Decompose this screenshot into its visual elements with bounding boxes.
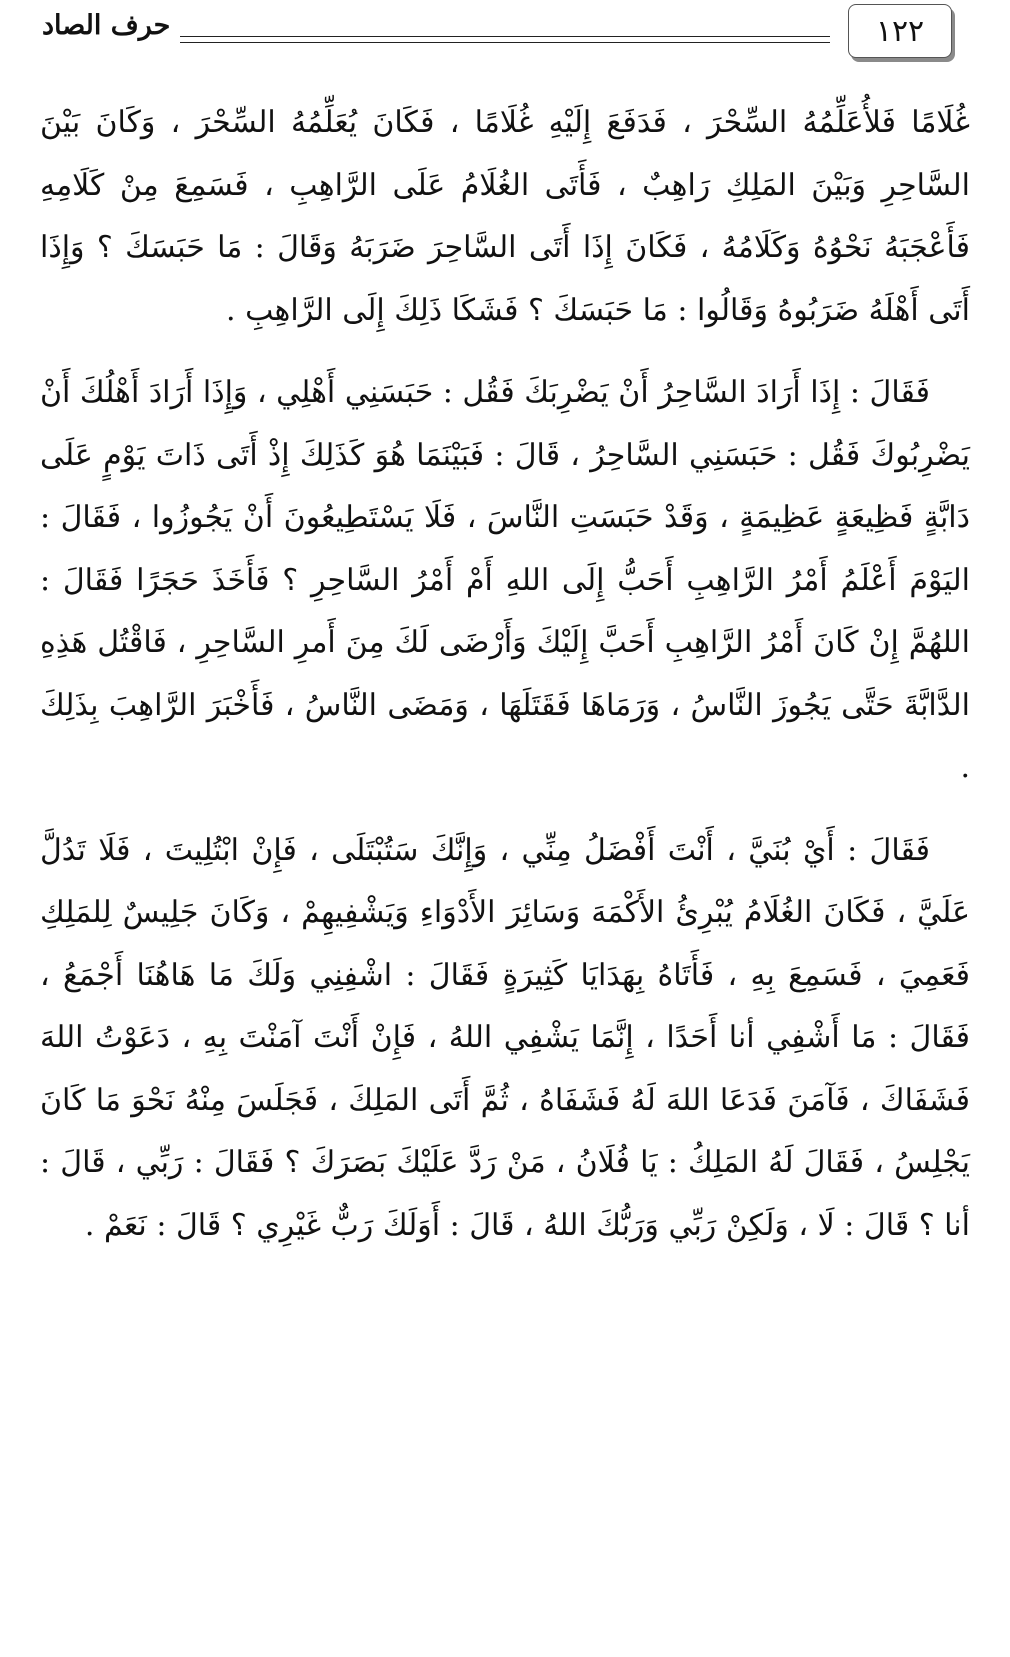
page-header [0, 0, 1010, 70]
paragraph-2: فَقَالَ : إِذَا أَرَادَ السَّاحِرُ أَنْ يَضْرِبَكَ فَقُل : حَبَسَنِي أَهْلِي ، وَإِذَا أَرَادَ أَهْلُكَ أَنْ يَضْرِبُوكَ فَقُل : حَبَسَنِي السَّاحِرُ ، قَالَ : فَبَيْنَمَا هُوَ كَذَلِكَ إِذْ أَتَى ذَاتَ يَوْمٍ عَلَى دَابَّةٍ فَظِيعَةٍ عَظِيمَةٍ ، وَقَدْ حَبَسَتِ النَّاسَ ، فَلَا يَسْتَطِيعُونَ أَنْ يَجُوزُوا ، فَقَالَ : اليَوْمَ أَعْلَمُ أَمْرُ الرَّاهِبِ أَحَبُّ إِلَى اللهِ أَمْ أَمْرُ السَّاحِرِ ؟ فَأَخَذَ حَجَرًا فَقَالَ : اللهُمَّ إِنْ كَانَ أَمْرُ الرَّاهِبِ أَحَبَّ إِلَيْكَ وَأَرْضَى لَكَ مِنَ أَمرِ السَّاحِرِ ، فَاقْتُل هَذِهِ الدَّابَّةَ حَتَّى يَجُوزَ النَّاسُ ، وَرَمَاهَا فَقَتَلَهَا ، وَمَضَى النَّاسُ ، فَأَخْبَرَ الرَّاهِبَ بِذَلِكَ . [40, 375, 970, 785]
header-rule [180, 36, 830, 37]
page-number: ١٢٢ [848, 4, 952, 58]
chapter-title: حرف الصاد [42, 10, 171, 41]
body-text [40, 92, 970, 1277]
paragraph-3: فَقَالَ : أَيْ بُنَيَّ ، أَنْتَ أَفْضَلُ مِنِّي ، وَإِنَّكَ سَتُبْتَلَى ، فَإِنْ ابْتُلِيتَ ، فَلَا تَدُلَّ عَلَيَّ ، فَكَانَ الغُلَامُ يُبْرِئُ الأَكْمَهَ وَسَائِرَ الأَدْوَاءِ وَيَشْفِيهِمْ ، وَكَانَ جَلِيسٌ لِلمَلِكِ فَعَمِيَ ، فَسَمِعَ بِهِ ، فَأَتَاهُ بِهَدَايَا كَثِيرَةٍ فَقَالَ : اشْفِنِي وَلَكَ مَا هَاهُنَا أَجْمَعُ ، فَقَالَ : مَا أَشْفِي أنا أَحَدًا ، إِنَّمَا يَشْفِي اللهُ ، فَإِنْ أَنْتَ آمَنْتَ بِهِ ، دَعَوْتُ اللهَ فَشَفَاكَ ، فَآمَنَ فَدَعَا اللهَ لَهُ فَشَفَاهُ ، ثُمَّ أَتَى المَلِكَ ، فَجَلَسَ مِنْهُ نَحْوَ مَا كَانَ يَجْلِسُ ، فَقَالَ لَهُ المَلِكُ : يَا فُلَانُ ، مَنْ رَدَّ عَلَيْكَ بَصَرَكَ ؟ فَقَالَ : رَبِّي ، قَالَ : أنا ؟ قَالَ : لَا ، وَلَكِنْ رَبِّي وَرَبُّكَ اللهُ ، قَالَ : أَوَلَكَ رَبٌّ غَيْرِي ؟ قَالَ : نَعَمْ . [40, 832, 970, 1243]
header-rule [180, 42, 830, 43]
paragraph-1: غُلَامًا فَلأُعَلِّمُهُ السِّحْرَ ، فَدَفَعَ إِلَيْهِ غُلَامًا ، فَكَانَ يُعَلِّمُهُ السِّحْرَ ، وَكَانَ بَيْنَ السَّاحِرِ وَبَيْنَ المَلِكِ رَاهِبٌ ، فَأَتَى الغُلَامُ عَلَى الرَّاهِبِ ، فَسَمِعَ مِنْ كَلَامِهِ فَأَعْجَبَهُ نَحْوُهُ وَكَلَامُهُ ، فَكَانَ إِذَا أَتَى السَّاحِرَ ضَرَبَهُ وَقَالَ : مَا حَبَسَكَ ؟ وَإِذَا أَتَى أَهْلَهُ ضَرَبُوهُ وَقَالُوا : مَا حَبَسَكَ ؟ فَشَكَا ذَلِكَ إِلَى الرَّاهِبِ . [40, 105, 970, 328]
